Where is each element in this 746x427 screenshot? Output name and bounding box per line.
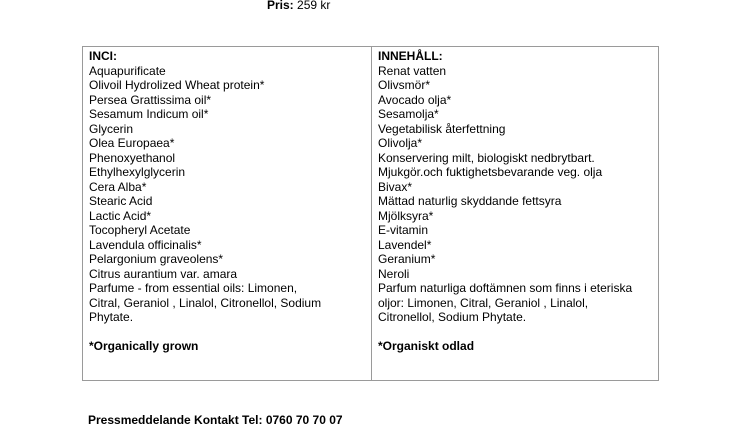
innehall-line: Avocado olja* xyxy=(378,92,452,107)
innehall-line: Mjukgör.och fuktighetsbevarande veg. olja xyxy=(378,165,603,179)
inci-line: Phytate. xyxy=(89,310,134,324)
price-value: 259 kr xyxy=(297,0,331,12)
inci-line: Persea Grattissima oil* xyxy=(89,92,212,107)
inci-list xyxy=(89,64,371,325)
price-line xyxy=(267,0,330,12)
inci-line: Citral, Geraniol , Linalol, Citronellol, Sodium xyxy=(89,295,322,310)
inci-line: Tocopheryl Acetate xyxy=(89,223,191,237)
innehall-line: Bivax* xyxy=(378,179,413,194)
inci-line: Ethylhexylglycerin xyxy=(89,165,186,179)
innehall-line: Geranium* xyxy=(378,252,436,266)
inci-line: Phenoxyethanol xyxy=(89,150,176,165)
innehall-line: Vegetabilisk återfettning xyxy=(378,121,506,136)
inci-line: Cera Alba* xyxy=(89,179,147,194)
inci-line: Stearic Acid xyxy=(89,194,153,208)
innehall-line: Olivolja* xyxy=(378,136,423,150)
innehall-line: Citronellol, Sodium Phytate. xyxy=(378,310,527,324)
footer-contact: Pressmeddelande Kontakt Tel: 0760 70 70 07 xyxy=(88,413,343,427)
innehall-line: Renat vatten xyxy=(378,63,447,78)
innehall-header: INNEHÅLL: xyxy=(378,49,443,63)
inci-line: Olea Europaea* xyxy=(89,136,175,150)
innehall-line: Lavendel* xyxy=(378,237,432,252)
innehall-line: Mättad naturlig skyddande fettsyra xyxy=(378,194,562,208)
innehall-line: Neroli xyxy=(378,266,410,281)
innehall-note: *Organiskt odlad xyxy=(378,339,475,353)
inci-note: *Organically grown xyxy=(89,339,199,353)
innehall-column xyxy=(372,47,658,380)
innehall-line: Parfum naturliga doftämnen som finns i eteriska xyxy=(378,281,633,295)
inci-line: Lactic Acid* xyxy=(89,208,152,223)
innehall-line: Olivsmör* xyxy=(378,78,431,92)
ingredients-table xyxy=(82,46,659,381)
inci-line: Parfume - from essential oils: Limonen, xyxy=(89,281,298,295)
inci-line: Glycerin xyxy=(89,121,134,136)
innehall-list xyxy=(378,64,658,325)
innehall-line: oljor: Limonen, Citral, Geraniol , Linalol, xyxy=(378,295,589,310)
price-label: Pris: xyxy=(267,0,294,12)
inci-line: Citrus aurantium var. amara xyxy=(89,266,238,281)
inci-line: Sesamum Indicum oil* xyxy=(89,107,209,121)
inci-column xyxy=(83,47,372,380)
inci-line: Pelargonium graveolens* xyxy=(89,252,224,266)
innehall-line: E-vitamin xyxy=(378,223,429,237)
innehall-line: Mjölksyra* xyxy=(378,208,434,223)
innehall-line: Konservering milt, biologiskt nedbrytbart. xyxy=(378,150,595,165)
inci-header: INCI: xyxy=(89,49,117,63)
inci-line: Aquapurificate xyxy=(89,63,166,78)
inci-line: Lavendula officinalis* xyxy=(89,237,202,252)
innehall-line: Sesamolja* xyxy=(378,107,439,121)
inci-line: Olivoil Hydrolized Wheat protein* xyxy=(89,78,265,92)
